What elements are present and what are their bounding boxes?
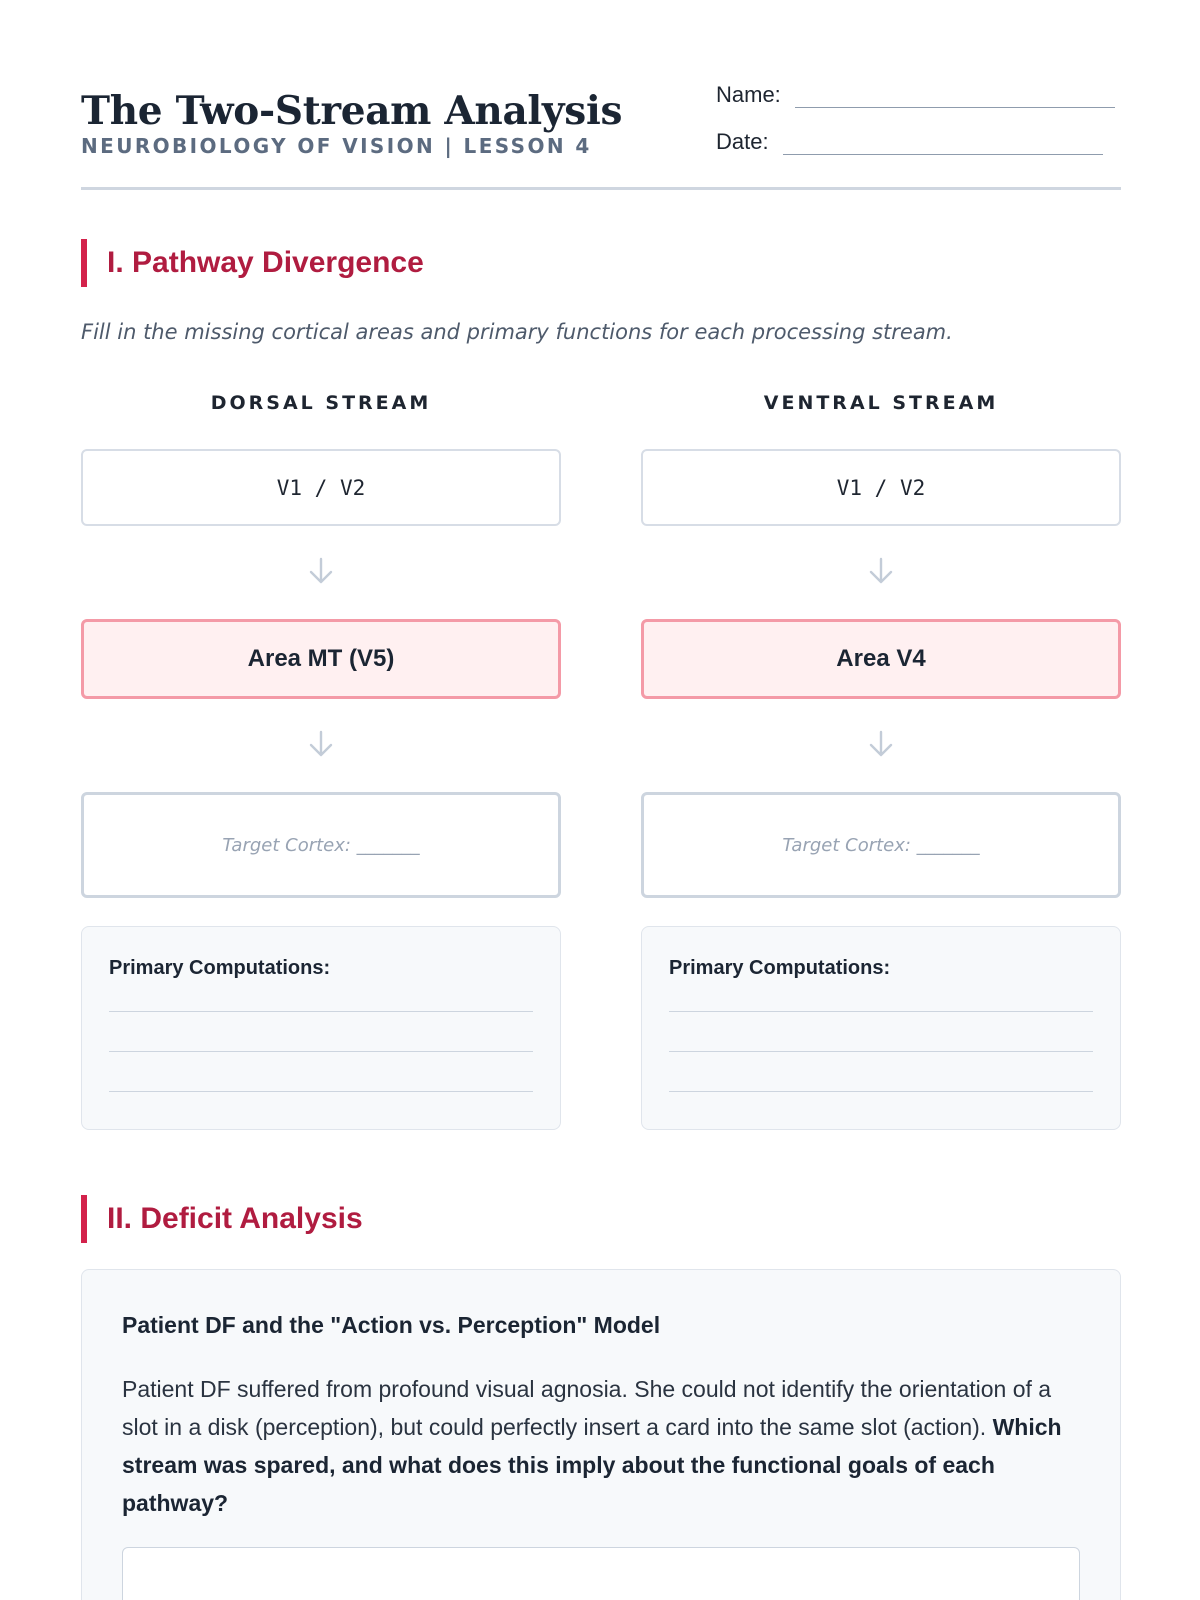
- origin-box: [81, 449, 561, 526]
- instructions: Fill in the missing cortical areas and primary functions for each processing stream.: [81, 320, 953, 344]
- answer-line[interactable]: [109, 1011, 533, 1012]
- page-title: The Two-Stream Analysis: [81, 88, 623, 134]
- answer-line[interactable]: [669, 1091, 1093, 1092]
- case-description: [122, 1370, 1082, 1522]
- arrow-down-icon: [307, 556, 335, 586]
- date-label: Date:: [716, 129, 769, 154]
- page-subtitle: NEUROBIOLOGY OF VISION | LESSON 4: [81, 134, 592, 158]
- stream-title: DORSAL STREAM: [210, 392, 432, 414]
- origin-label: V1 / V2: [276, 475, 366, 500]
- target-cortex-box[interactable]: [641, 792, 1121, 898]
- case-title: Patient DF and the "Action vs. Perception" Model: [122, 1312, 661, 1338]
- target-cortex-label: Target Cortex: _______: [222, 834, 420, 856]
- section-title: II. Deficit Analysis: [107, 1202, 363, 1235]
- date-blank[interactable]: [783, 129, 1103, 155]
- answer-line[interactable]: [669, 1011, 1093, 1012]
- computations-label: Primary Computations:: [109, 957, 331, 979]
- answer-line[interactable]: [109, 1091, 533, 1092]
- answer-line[interactable]: [109, 1051, 533, 1052]
- answer-box[interactable]: [122, 1547, 1080, 1600]
- worksheet-header: [81, 80, 1121, 190]
- area-box: [641, 619, 1121, 699]
- name-field: [716, 82, 1115, 108]
- arrow-down-icon: [307, 729, 335, 759]
- answer-line[interactable]: [669, 1051, 1093, 1052]
- area-label: Area MT (V5): [247, 645, 395, 672]
- arrow-down-icon: [867, 729, 895, 759]
- section-title: I. Pathway Divergence: [107, 246, 424, 279]
- case-question: Which stream was spared, and what does this imply about the functional goals of each pathway?: [122, 1414, 1062, 1516]
- origin-box: [641, 449, 1121, 526]
- date-field: [716, 129, 1103, 155]
- arrow-down-icon: [867, 556, 895, 586]
- case-text: Patient DF suffered from profound visual agnosia. She could not identify the orientation of a slot in a disk (perception), but could perfectly insert a card into the same slot (action).: [122, 1376, 1052, 1440]
- target-cortex-label: Target Cortex: _______: [782, 834, 980, 856]
- section-heading-pathway: [81, 239, 424, 287]
- target-cortex-box[interactable]: [81, 792, 561, 898]
- computations-label: Primary Computations:: [669, 957, 891, 979]
- computations-box: [81, 926, 561, 1130]
- area-box: [81, 619, 561, 699]
- section-heading-deficit: [81, 1195, 363, 1243]
- computations-box: [641, 926, 1121, 1130]
- case-study-card: [81, 1269, 1121, 1600]
- origin-label: V1 / V2: [836, 475, 926, 500]
- name-label: Name:: [716, 82, 781, 107]
- area-label: Area V4: [836, 645, 926, 672]
- name-blank[interactable]: [795, 82, 1115, 108]
- stream-title: VENTRAL STREAM: [763, 392, 999, 414]
